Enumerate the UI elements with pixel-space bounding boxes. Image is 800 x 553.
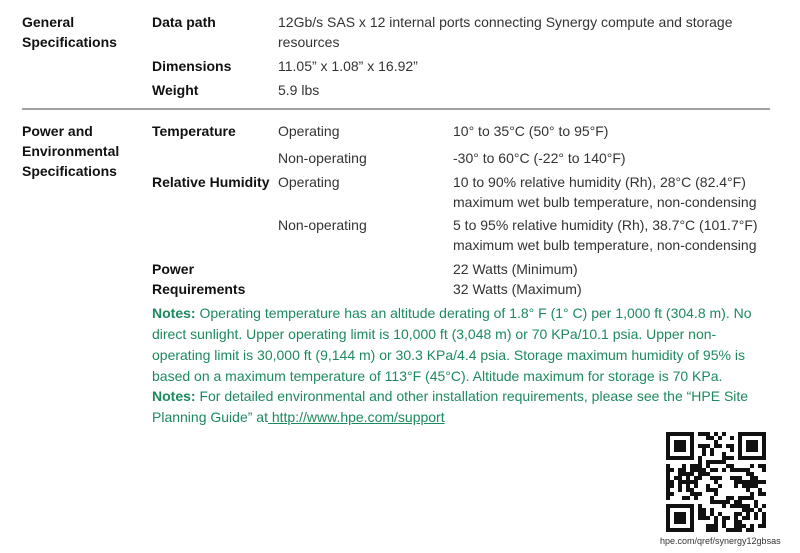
section-title-power-env: Power and Environmental Specifications — [22, 123, 120, 179]
temp-nonop-label: Non-operating — [278, 150, 367, 166]
label-temperature: Temperature — [152, 123, 236, 139]
label-power-requirements: Power Requirements — [152, 261, 246, 297]
label-weight: Weight — [152, 82, 199, 98]
label-data-path: Data path — [152, 14, 216, 30]
section-title-general: General Specifications — [22, 14, 117, 50]
humidity-nonop-value: 5 to 95% relative humidity (Rh), 38.7°C (101.7°F) maximum wet bulb temperature, non-condensing — [453, 217, 758, 253]
value-data-path: 12Gb/s SAS x 12 internal ports connecting Synergy compute and storage resources — [278, 14, 733, 50]
value-weight: 5.9 lbs — [278, 82, 320, 98]
power-min-value: 22 Watts (Minimum) — [453, 261, 578, 277]
humidity-nonop-label: Non-operating — [278, 217, 367, 233]
humidity-operating-label: Operating — [278, 174, 340, 190]
qr-code-image — [666, 432, 766, 532]
note-prefix: Notes: — [152, 305, 196, 321]
label-relative-humidity: Relative Humidity — [152, 174, 270, 190]
power-max-value: 32 Watts (Maximum) — [453, 281, 582, 297]
note-prefix: Notes: — [152, 388, 196, 404]
label-dimensions: Dimensions — [152, 58, 232, 74]
temp-nonop-value: -30° to 60°C (-22° to 140°F) — [453, 150, 626, 166]
note-text: For detailed environmental and other installation requirements, please see the “HPE Site Planning Guide” at — [152, 388, 749, 425]
note-altitude — [152, 303, 772, 387]
support-link[interactable]: http://www.hpe.com/support — [267, 409, 445, 425]
note-installation — [152, 386, 772, 428]
note-text: Operating temperature has an altitude derating of 1.8° F (1° C) per 1,000 ft (304.8 m). No direct sunlight. Upper operating limit is 10,000 ft (3,048 m) or 70 KPa/10.1 psia. Upper non-operating limit is 30,000 ft (9,144 m) or 30.3 KPa/4.4 psia. Storage maximum humidity of 95% is based on a maximum temperature of 113°F (45°C). Altitude maximum for storage is 70 KPa. — [152, 305, 752, 384]
temp-operating-label: Operating — [278, 123, 340, 139]
humidity-operating-value: 10 to 90% relative humidity (Rh), 28°C (82.4°F) maximum wet bulb temperature, non-condensing — [453, 174, 757, 210]
qr-url-caption: hpe.com/qref/synergy12gbsas — [660, 536, 781, 546]
value-dimensions: 11.05” x 1.08” x 16.92” — [278, 58, 418, 74]
temp-operating-value: 10° to 35°C (50° to 95°F) — [453, 123, 609, 139]
section-divider — [22, 108, 770, 110]
